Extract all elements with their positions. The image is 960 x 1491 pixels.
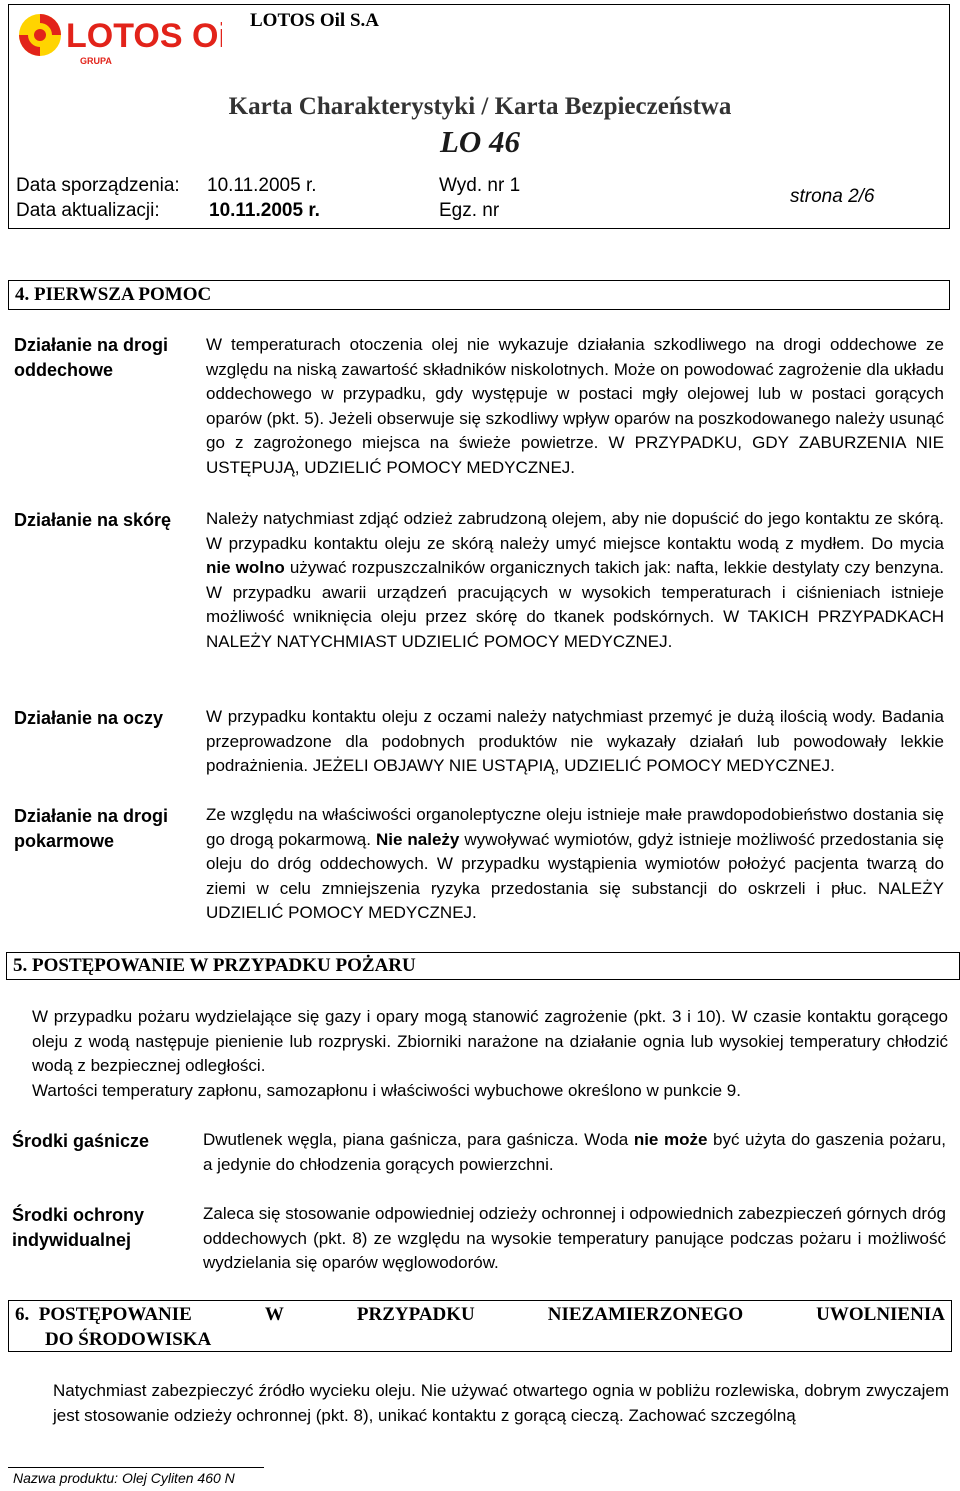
section-6-title-line1: 6. POSTĘPOWANIE W PRZYPADKU NIEZAMIERZONEGO UWOLNIENIA [15,1304,945,1325]
product-code: LO 46 [439,124,521,159]
copy-label: Egz. nr [439,200,500,221]
label-respiratory: Działanie na drogi oddechowe [14,335,169,380]
edition-value: 1 [509,175,521,196]
section-6-title-line2: DO ŚRODOWISKA [45,1329,212,1350]
text-respiratory: W temperaturach otoczenia olej nie wykazuje działania szkodliwego na drogi oddechowe ze względu na niską zawartość składników niskolotnych. Może on powodować zagrożenie dla układu oddechowego w przypadku, gdy występuje w postaci mgły olejowej lub w postaci gorących oparów (pkt. 5). Jeżeli obserwuje się szkodliwy wpływ oparów na poszkodowanego należy usunąć go z zagrożonego miejsca na świeże powietrze. W PRZYPADKU, GDY ZABURZENIA NIE USTĘPUJĄ, UDZIELIĆ POMOCY MEDYCZNEJ. [206,335,944,477]
updated-date: 10.11.2005 r. [209,200,320,221]
lotos-logo [14,9,222,67]
label-ingestion: Działanie na drogi pokarmowe [14,806,169,851]
text-extinguishing-media: Dwutlenek węgla, piana gaśnicza, para gaśnicza. Woda nie może być użyta do gaszenia pożaru, a jedynie do chłodzenia gorących powierzchni. [203,1130,946,1174]
edition-number [439,175,520,197]
text-skin: Należy natychmiast zdjąć odzież zabrudzoną olejem, aby nie dopuścić do jego kontaktu ze skórą. W przypadku kontaktu oleju ze skórą należy umyć miejsce kontaktu wodą z mydłem. Do mycia nie wolno używać rozpuszczalników organicznych takich jak: nafta, lekkie destylaty czy benzyna. W przypadku awarii urządzeń pracujących w wysokich temperaturach i ciśnieniach istnieje możliwość wniknięcia oleju przez skórę do tkanek podskórnych. W TAKICH PRZYPADKACH NALEŻY NATYCHMIAST UDZIELIĆ POMOCY MEDYCZNEJ. [206,509,945,651]
updated-label: Data aktualizacji: [16,200,160,221]
svg-text:GRUPA: GRUPA [80,56,112,66]
label-protective-equipment: Środki ochrony indywidualnej [12,1205,145,1250]
edition-label: Wyd. nr [439,175,505,196]
text-eyes: W przypadku kontaktu oleju z oczami należy natychmiast przemyć je dużą ilością wody. Badania przeprowadzone dla podobnych produktów nie wykazały działań lub powodowały lekkie podrażnienia. JEŻELI OBJAWY NIE USTĄPIĄ, UDZIELIĆ POMOCY MEDYCZNEJ. [206,707,944,776]
text-protective-equipment: Zaleca się stosowanie odpowiedniej odzieży ochronnej i odpowiednich zabezpieczeń górnych dróg oddechowych (pkt. 8) ze względu na wysokie temperatury panujące podczas pożaru i możliwość wydzielania się oparów węglowodorów. [203,1204,946,1273]
created-label: Data sporządzenia: [16,175,180,196]
footer-product-name: Nazwa produktu: Olej Cyliten 460 N [13,1470,235,1486]
document-title: Karta Charakterystyki / Karta Bezpieczeństwa [228,93,732,120]
fire-flash-point-note: Wartości temperatury zapłonu, samozapłonu i właściwości wybuchowe określono w punkcie 9. [32,1081,741,1100]
section-6-header [8,1300,952,1352]
section-5-header: 5. POSTĘPOWANIE W PRZYPADKU POŻARU [6,952,960,980]
text-environmental-release: Natychmiast zabezpieczyć źródło wycieku oleju. Nie używać otwartego ognia w pobliżu rozlewiska, dobrym zwyczajem jest stosowanie odzieży ochronnej (pkt. 8), unikać kontaktu z gorącą cieczą. Zachować szczególną [53,1381,949,1425]
label-eyes: Działanie na oczy [14,708,164,728]
label-extinguishing-media: Środki gaśnicze [12,1131,150,1151]
text-ingestion: Ze względu na właściwości organoleptyczne oleju istnieje małe prawdopodobieństwo dostania się go drogą pokarmową. Nie należy wywoływać wymiotów, gdyż istnieje możliwość przedostania się oleju do dróg oddechowych. W przypadku wystąpienia wymiotów położyć pacjenta twarzą do ziemi w celu zmniejszenia ryzyka przedostania się substancji do oskrzeli i płuc. NALEŻY UDZIELIĆ POMOCY MEDYCZNEJ. [206,805,945,923]
section-4-header: 4. PIERWSZA POMOC [8,280,950,310]
company-name: LOTOS Oil S.A [250,10,380,31]
created-date: 10.11.2005 r. [207,175,317,196]
footer-rule [8,1467,264,1468]
label-skin: Działanie na skórę [14,510,172,530]
page-number: strona 2/6 [790,186,875,207]
svg-text:LOTOS Oil: LOTOS Oil [66,17,222,55]
fire-intro: W przypadku pożaru wydzielające się gazy i opary mogą stanowić zagrożenie (pkt. 3 i 10). W czasie kontaktu gorącego oleju z wodą następuje pienienie lub rozpryski. Zbiorniki narażone na działanie ognia lub wysokiej temperatury chłodzić wodą z bezpiecznej odległości. [32,1007,948,1076]
